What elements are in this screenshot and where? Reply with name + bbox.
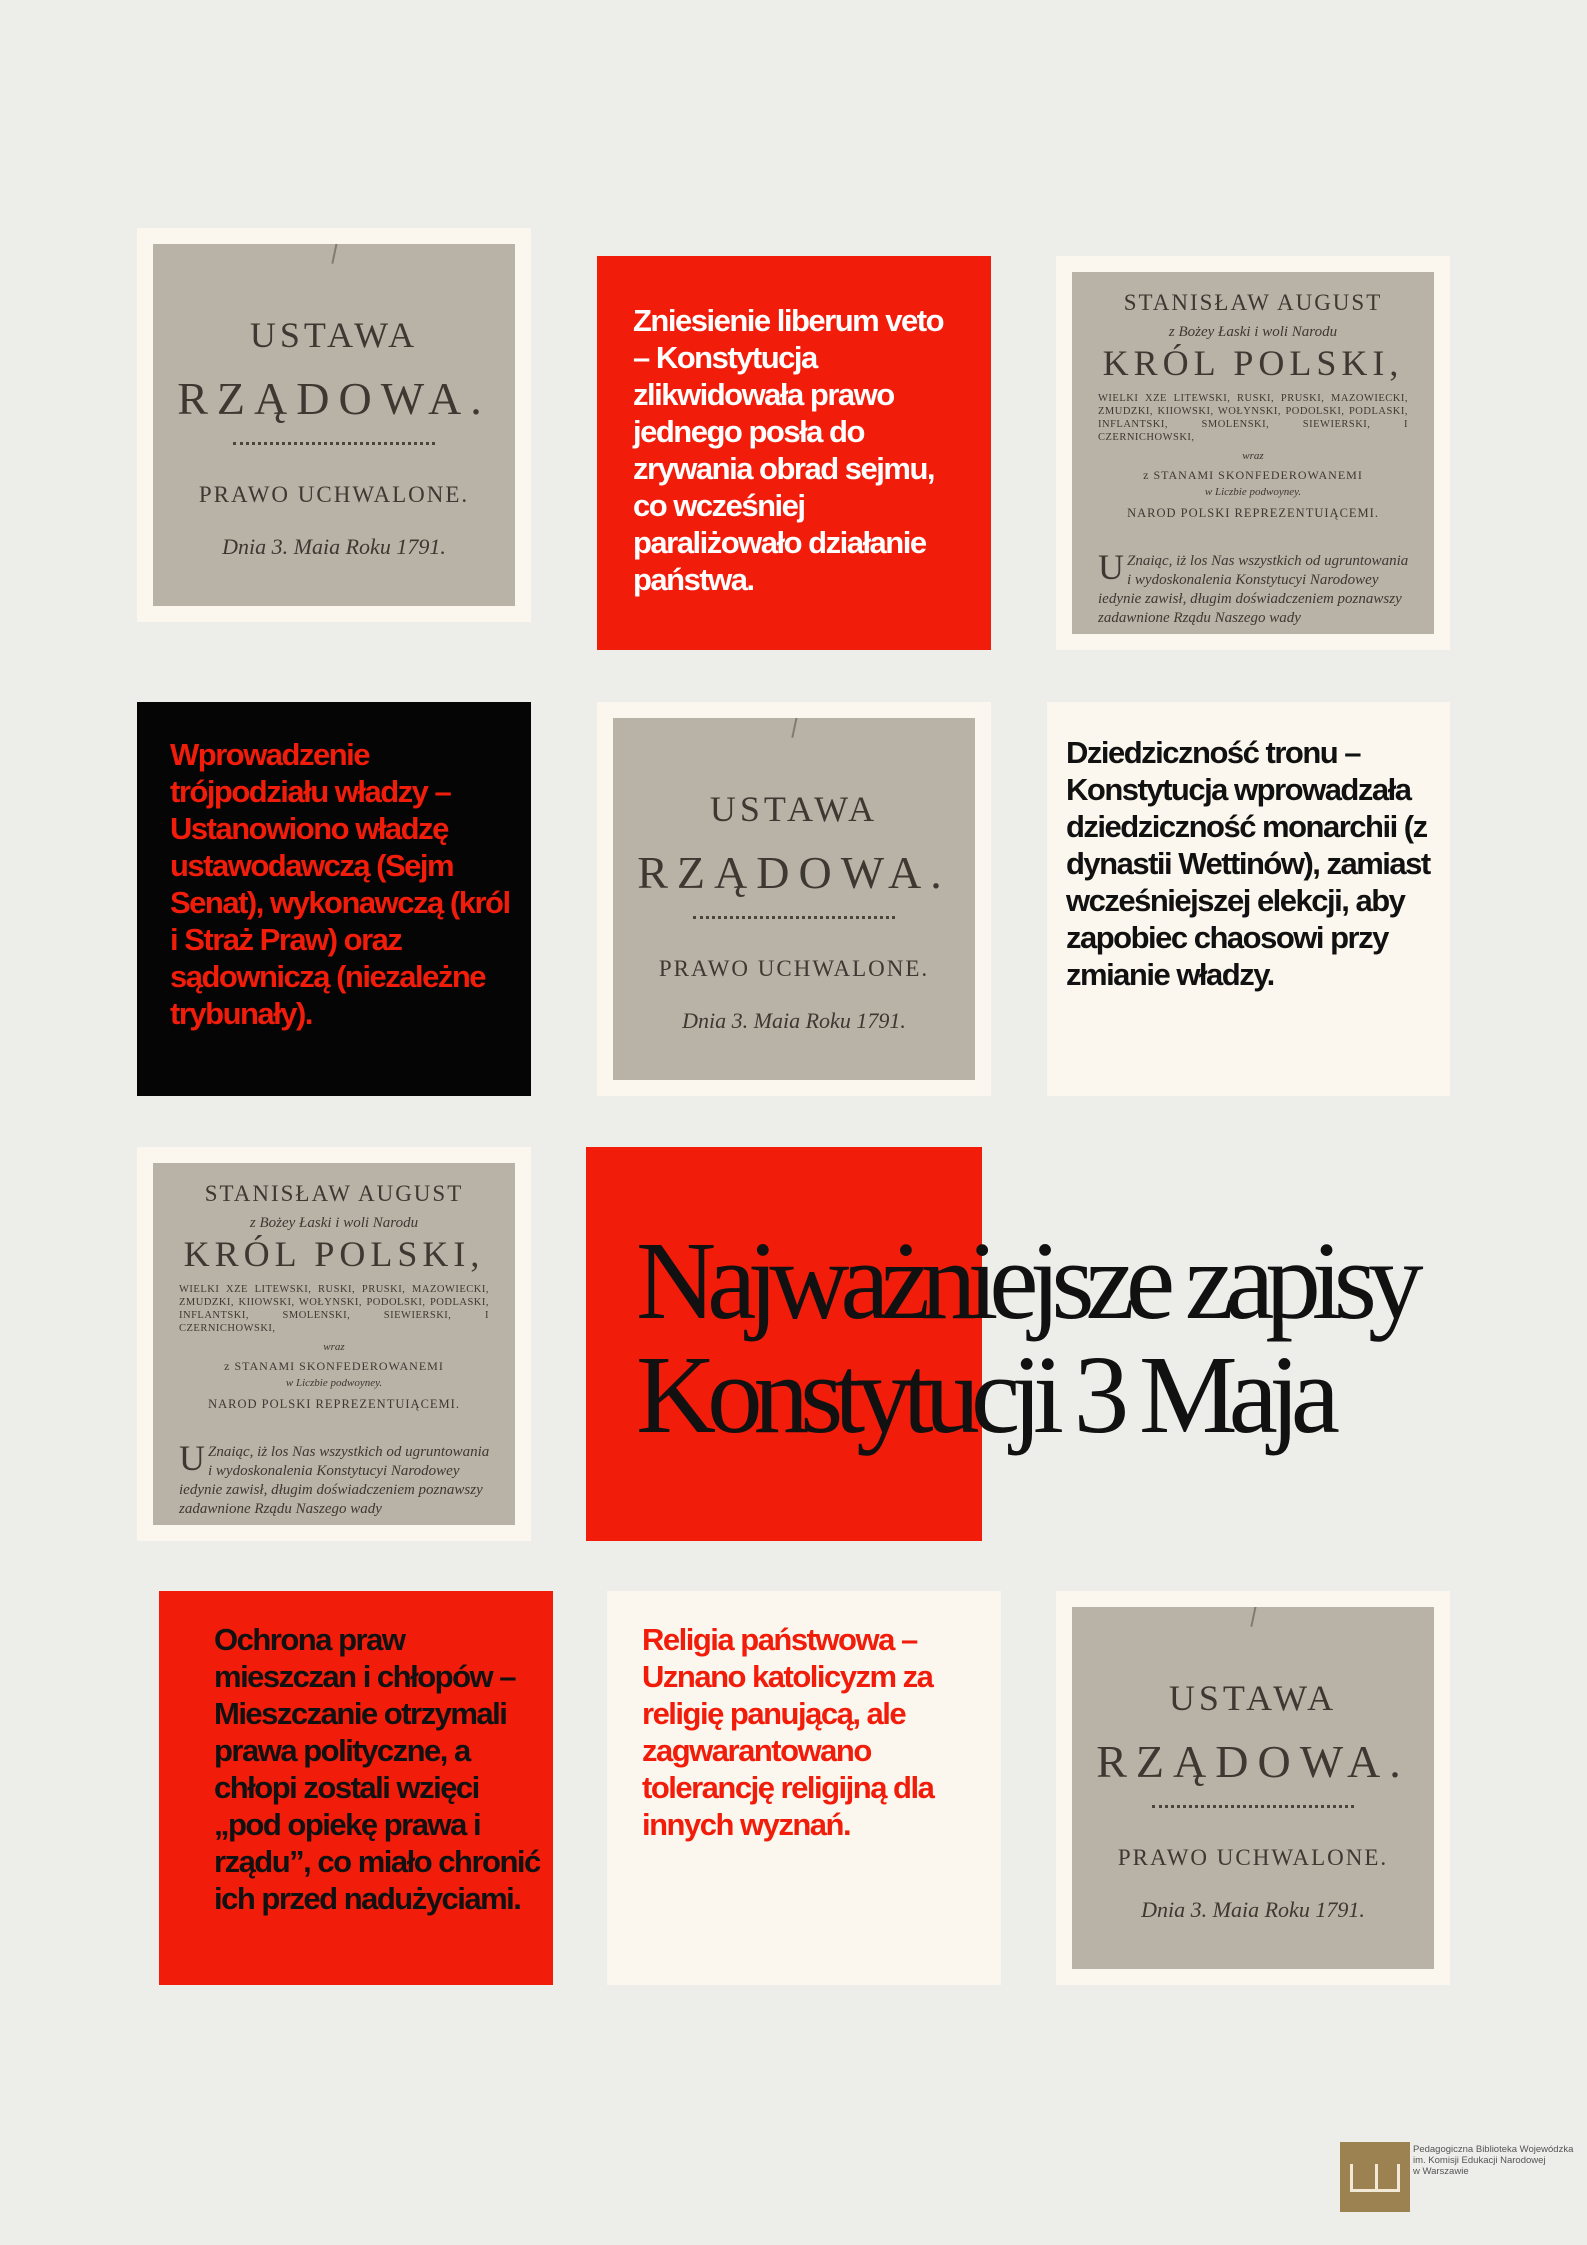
card-ochrona <box>159 1591 553 1985</box>
document-image-ustawa <box>153 244 515 606</box>
doc-body <box>1098 547 1412 628</box>
doc-title-rzadowa: RZĄDOWA. <box>1096 1736 1410 1787</box>
doc-title-ustawa: USTAWA <box>709 789 879 829</box>
card-text: Wprowadzenie trójpodziału władzy – Ustanowiono władzę ustawodawczą (Sejm Senat), wykonawczą (król i Straż Praw) oraz sądowniczą (niezależne trybunały). <box>170 737 510 1031</box>
doc-body-text: Znaiąc, iż los Nas wszystkich od ugruntowania i wydoskonalenia Konstytucyi Narodowey iedynie zawisł, długim doświadczeniem poznawszy zadawnione Rządu Naszego wady <box>179 1444 490 1517</box>
document-image-stanislaw <box>153 1163 515 1525</box>
pen-mark <box>791 718 798 738</box>
doc-line-krol: KRÓL POLSKI, <box>183 1234 485 1274</box>
headline-line-1: Najważniejsze zapisy <box>636 1220 1415 1343</box>
card-text: Zniesienie liberum veto – Konstytucja zlikwidowała prawo jednego posła do zrywania obrad sejmu, co wcześniej paraliżowało działanie państwa. <box>633 303 944 597</box>
doc-line-liczbie: w Liczbie podwoyney. <box>1204 486 1302 498</box>
doc-subtitle: PRAWO UCHWALONE. <box>1117 1845 1389 1870</box>
document-image-ustawa <box>613 718 975 1080</box>
logo-line-2: im. Komisji Edukacji Narodowej <box>1413 2155 1546 2166</box>
doc-line-skonf: z STANAMI SKONFEDEROWANEMI <box>224 1359 444 1373</box>
document-image-ustawa <box>1072 1607 1434 1969</box>
doc-title-rzadowa: RZĄDOWA. <box>637 847 951 898</box>
doc-line-titles: WIELKI XZE LITEWSKI, RUSKI, PRUSKI, MAZOWIECKI, ZMUDZKI, KIIOWSKI, WOŁYNSKI, PODOLSKI, PODLASKI, INFLANTSKI, SMOLENSKI, SIEWIERSKI, I CZERNICHOWSKI, <box>1098 393 1408 443</box>
card-dziedzicznosc <box>1047 702 1450 1096</box>
card-text: Ochrona praw mieszczan i chłopów – Mieszczanie otrzymali prawa polityczne, a chłopi zostali wzięci „pod opiekę prawa i rządu”, co miało chronić ich przed nadużyciami. <box>214 1622 540 1916</box>
doc-body <box>179 1438 493 1519</box>
doc-line-liczbie: w Liczbie podwoyney. <box>285 1377 383 1389</box>
doc-tile-stanislaw-2 <box>137 1147 531 1541</box>
logo-line-3: w Warszawie <box>1413 2166 1469 2177</box>
card-text: Dziedziczność tronu – Konstytucja wprowadzała dziedziczność monarchii (z dynastii Wettinów), zamiast wcześniejszej elekcji, aby zapobiec chaosowi przy zmianie władzy. <box>1066 735 1430 992</box>
doc-line-wraz: wraz <box>1242 450 1264 462</box>
doc-line-wraz: wraz <box>323 1341 345 1353</box>
doc-date: Dnia 3. Maia Roku 1791. <box>682 1008 906 1033</box>
doc-line-zbozey: z Bożey Łaski i woli Narodu <box>249 1215 419 1231</box>
doc-line-skonf: z STANAMI SKONFEDEROWANEMI <box>1143 468 1363 482</box>
pen-mark <box>1250 1607 1257 1627</box>
doc-line-zbozey: z Bożey Łaski i woli Narodu <box>1168 324 1338 340</box>
dotted-divider <box>233 442 436 445</box>
doc-date: Dnia 3. Maia Roku 1791. <box>222 534 446 559</box>
library-logo-text <box>1413 2144 1585 2177</box>
doc-line-krol: KRÓL POLSKI, <box>1102 343 1404 383</box>
doc-subtitle: PRAWO UCHWALONE. <box>658 956 930 981</box>
logo-line-1: Pedagogiczna Biblioteka Wojewódzka <box>1413 2144 1574 2155</box>
dotted-divider <box>693 916 896 919</box>
book-icon <box>1350 2164 1400 2192</box>
doc-drop-cap: U <box>1098 547 1124 587</box>
doc-title-rzadowa: RZĄDOWA. <box>177 373 491 424</box>
doc-tile-stanislaw-1 <box>1056 256 1450 650</box>
doc-line-stanislaw: STANISŁAW AUGUST <box>204 1181 464 1206</box>
doc-line-titles: WIELKI XZE LITEWSKI, RUSKI, PRUSKI, MAZOWIECKI, ZMUDZKI, KIIOWSKI, WOŁYNSKI, PODOLSKI, PODLASKI, INFLANTSKI, SMOLENSKI, SIEWIERSKI, I CZERNICHOWSKI, <box>179 1284 489 1334</box>
library-logo-icon <box>1340 2142 1410 2212</box>
page-headline <box>636 1220 1586 1457</box>
doc-line-stanislaw: STANISŁAW AUGUST <box>1123 290 1383 315</box>
dotted-divider <box>1152 1805 1355 1808</box>
card-liberum-veto <box>597 256 991 650</box>
doc-date: Dnia 3. Maia Roku 1791. <box>1141 1897 1365 1922</box>
card-trojpodzial <box>137 702 531 1096</box>
doc-body-text: Znaiąc, iż los Nas wszystkich od ugruntowania i wydoskonalenia Konstytucyi Narodowey iedynie zawisł, długim doświadczeniem poznawszy zadawnione Rządu Naszego wady <box>1098 553 1409 626</box>
doc-tile-ustawa-1 <box>137 228 531 622</box>
doc-tile-ustawa-3 <box>1056 1591 1450 1985</box>
doc-tile-ustawa-2 <box>597 702 991 1096</box>
doc-line-narod: NAROD POLSKI REPREZENTUIĄCEMI. <box>1127 506 1379 520</box>
card-religia <box>607 1591 1001 1985</box>
doc-line-narod: NAROD POLSKI REPREZENTUIĄCEMI. <box>208 1397 460 1411</box>
doc-title-ustawa: USTAWA <box>249 315 419 355</box>
document-image-stanislaw <box>1072 272 1434 634</box>
card-text: Religia państwowa – Uznano katolicyzm za religię panującą, ale zagwarantowano tolerancję religijną dla innych wyznań. <box>642 1622 934 1842</box>
doc-drop-cap: U <box>179 1438 205 1478</box>
headline-line-2: Konstytucji 3 Maja <box>636 1334 1332 1457</box>
pen-mark <box>331 244 338 264</box>
doc-title-ustawa: USTAWA <box>1168 1678 1338 1718</box>
doc-subtitle: PRAWO UCHWALONE. <box>198 482 470 507</box>
